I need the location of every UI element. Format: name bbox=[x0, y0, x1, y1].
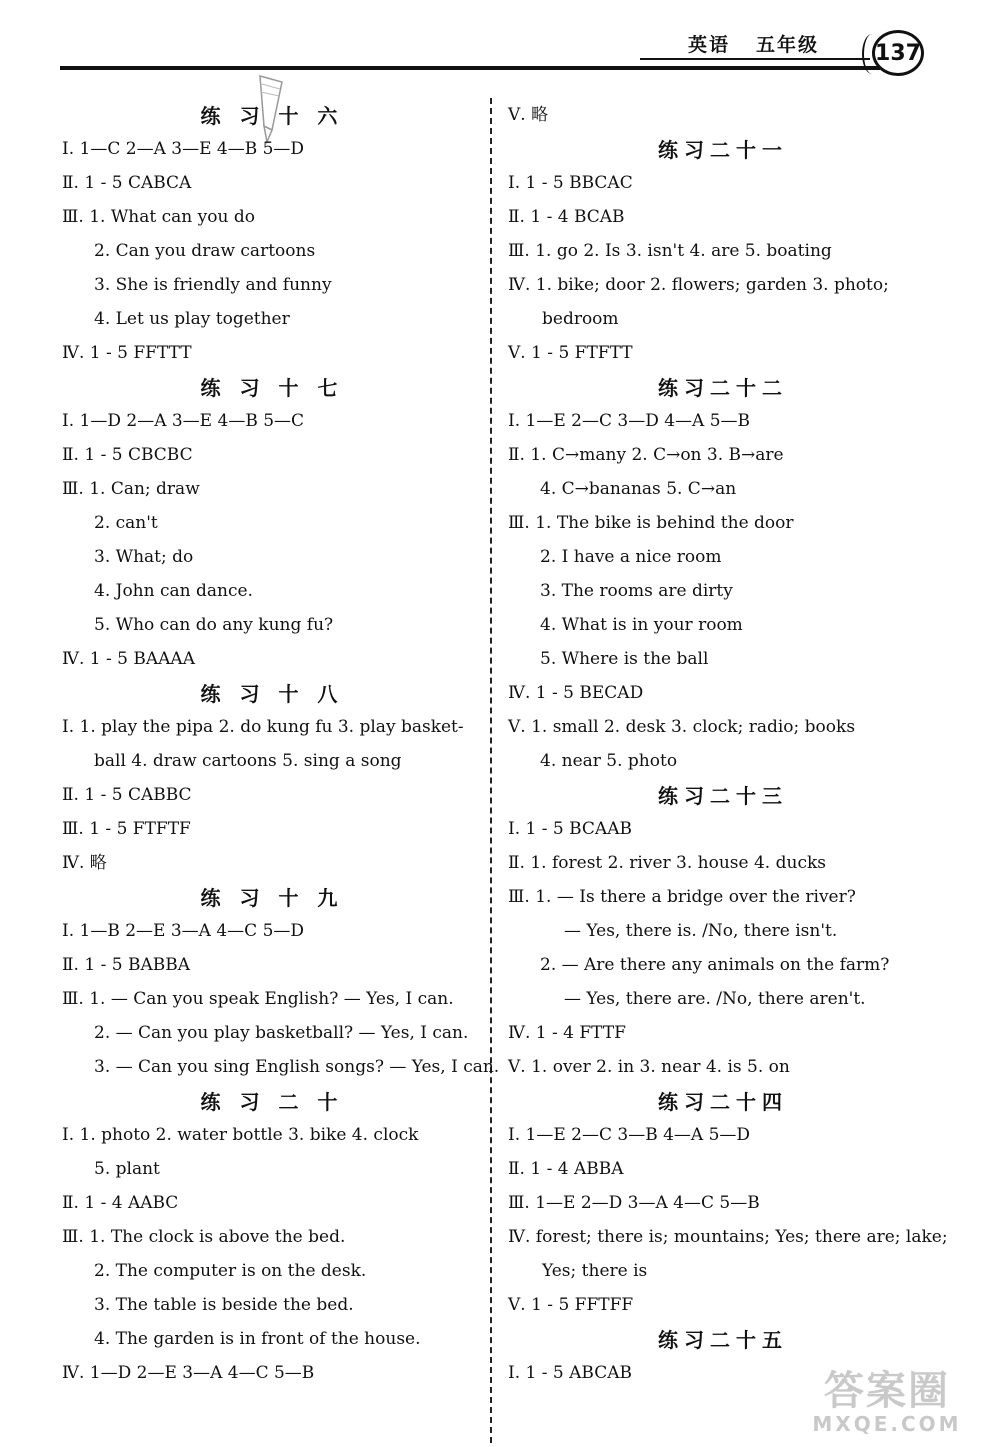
column-divider bbox=[490, 98, 492, 1443]
answer-line: Ⅲ. 1. The bike is behind the door bbox=[508, 513, 794, 533]
answer-line: Ⅴ. 略 bbox=[508, 105, 549, 125]
exercise-title: 练 习 十 九 bbox=[200, 886, 344, 910]
answer-line: Ⅱ. 1 - 4 ABBA bbox=[508, 1159, 624, 1179]
answer-line: Ⅲ. 1. — Can you speak English? — Yes, I can. bbox=[62, 989, 454, 1009]
answer-line: Ⅳ. 1 - 5 BECAD bbox=[508, 683, 644, 703]
exercise-title: 练习二十一 bbox=[658, 138, 788, 162]
right-answer-column bbox=[508, 98, 948, 1390]
answer-line: Ⅳ. 略 bbox=[62, 853, 107, 873]
page-number-badge: 137 bbox=[872, 30, 924, 76]
answer-line: Ⅲ. 1 - 5 FTFTF bbox=[62, 819, 191, 839]
exercise-title: 练 习 十 七 bbox=[200, 376, 344, 400]
answer-line: Ⅰ. 1—E 2—C 3—B 4—A 5—D bbox=[508, 1125, 751, 1145]
answer-line: 3. What; do bbox=[94, 547, 194, 567]
answer-line: Ⅲ. 1. — Is there a bridge over the river? bbox=[508, 887, 856, 907]
exercise-title: 练习二十三 bbox=[658, 784, 788, 808]
exercise-title: 练习二十四 bbox=[658, 1090, 788, 1114]
exercise-title: 练习二十二 bbox=[658, 376, 788, 400]
header-title bbox=[688, 30, 819, 57]
answer-line: 4. What is in your room bbox=[540, 615, 743, 635]
answer-line: Ⅰ. 1. play the pipa 2. do kung fu 3. play basket- bbox=[62, 717, 464, 737]
answer-line: 3. She is friendly and funny bbox=[94, 275, 332, 295]
answer-line: Ⅰ. 1 - 5 BCAAB bbox=[508, 819, 632, 839]
answer-line: Ⅴ. 1 - 5 FTFTT bbox=[508, 343, 633, 363]
answer-line: 3. — Can you sing English songs? — Yes, I can. bbox=[94, 1057, 500, 1077]
answer-line: Ⅳ. 1 - 4 FTTF bbox=[508, 1023, 626, 1043]
exercise-title: 练 习 十 八 bbox=[200, 682, 344, 706]
answer-line: Ⅴ. 1. over 2. in 3. near 4. is 5. on bbox=[508, 1057, 790, 1077]
answer-line: Ⅲ. 1. Can; draw bbox=[62, 479, 200, 499]
exercise-title: 练 习 十 六 bbox=[200, 104, 344, 128]
answer-line: Yes; there is bbox=[542, 1261, 648, 1281]
answer-line: Ⅱ. 1 - 4 BCAB bbox=[508, 207, 625, 227]
answer-line: Ⅰ. 1—C 2—A 3—E 4—B 5—D bbox=[62, 139, 305, 159]
answer-line: Ⅰ. 1 - 5 BBCAC bbox=[508, 173, 633, 193]
answer-line: Ⅱ. 1 - 4 AABC bbox=[62, 1193, 179, 1213]
answer-line: Ⅲ. 1—E 2—D 3—A 4—C 5—B bbox=[508, 1193, 760, 1213]
answer-line: 4. Let us play together bbox=[94, 309, 290, 329]
answer-line: ball 4. draw cartoons 5. sing a song bbox=[94, 751, 402, 771]
watermark-logo: 答案圈 bbox=[824, 1368, 950, 1414]
answer-line: 4. The garden is in front of the house. bbox=[94, 1329, 421, 1349]
answer-line: 4. John can dance. bbox=[94, 581, 253, 601]
answer-line: 2. — Can you play basketball? — Yes, I can. bbox=[94, 1023, 469, 1043]
answer-line: Ⅴ. 1 - 5 FFTFF bbox=[508, 1295, 634, 1315]
answer-line: Ⅲ. 1. go 2. Is 3. isn't 4. are 5. boating bbox=[508, 241, 832, 261]
answer-line: Ⅱ. 1. C→many 2. C→on 3. B→are bbox=[508, 445, 784, 465]
answer-line: Ⅰ. 1—D 2—A 3—E 4—B 5—C bbox=[62, 411, 305, 431]
header-grade: 五年级 bbox=[756, 34, 820, 56]
answer-line: Ⅳ. forest; there is; mountains; Yes; there are; lake; bbox=[508, 1227, 948, 1247]
answer-line: 4. near 5. photo bbox=[540, 751, 678, 771]
answer-line: Ⅱ. 1 - 5 CABCA bbox=[62, 173, 192, 193]
watermark-site: MXQE.COM bbox=[812, 1412, 962, 1436]
answer-line: Ⅲ. 1. The clock is above the bed. bbox=[62, 1227, 346, 1247]
answer-line: Ⅴ. 1. small 2. desk 3. clock; radio; books bbox=[508, 717, 856, 737]
answer-line: 2. The computer is on the desk. bbox=[94, 1261, 367, 1281]
answer-line: 2. Can you draw cartoons bbox=[94, 241, 316, 261]
answer-line: Ⅰ. 1—B 2—E 3—A 4—C 5—D bbox=[62, 921, 305, 941]
left-answer-column bbox=[62, 98, 500, 1390]
answer-line: Ⅰ. 1. photo 2. water bottle 3. bike 4. clock bbox=[62, 1125, 419, 1145]
answer-line: Ⅱ. 1 - 5 CABBC bbox=[62, 785, 192, 805]
answer-line: 3. The table is beside the bed. bbox=[94, 1295, 354, 1315]
answer-line: 3. The rooms are dirty bbox=[540, 581, 733, 601]
answer-line: bedroom bbox=[542, 309, 619, 329]
answer-line: Ⅳ. 1—D 2—E 3—A 4—C 5—B bbox=[62, 1363, 315, 1383]
page-header bbox=[0, 0, 1000, 80]
answer-line: Ⅳ. 1 - 5 FFTTT bbox=[62, 343, 192, 363]
answer-line: 2. can't bbox=[94, 513, 158, 533]
header-rule bbox=[60, 66, 880, 70]
answer-line: Ⅱ. 1. forest 2. river 3. house 4. ducks bbox=[508, 853, 826, 873]
exercise-title: 练 习 二 十 bbox=[200, 1090, 344, 1114]
answer-line: 5. Where is the ball bbox=[540, 649, 709, 669]
header-rule-thin bbox=[640, 58, 870, 60]
answer-line: Ⅱ. 1 - 5 BABBA bbox=[62, 955, 190, 975]
answer-line: Ⅲ. 1. What can you do bbox=[62, 207, 255, 227]
answer-line: 2. — Are there any animals on the farm? bbox=[540, 955, 890, 975]
answer-line: 5. plant bbox=[94, 1159, 160, 1179]
answer-line: Ⅱ. 1 - 5 CBCBC bbox=[62, 445, 193, 465]
answer-line: 2. I have a nice room bbox=[540, 547, 722, 567]
answer-line: 5. Who can do any kung fu? bbox=[94, 615, 334, 635]
answer-line: — Yes, there are. /No, there aren't. bbox=[564, 989, 866, 1009]
answer-line: Ⅳ. 1 - 5 BAAAA bbox=[62, 649, 195, 669]
answer-line: 4. C→bananas 5. C→an bbox=[540, 479, 737, 499]
answer-line: — Yes, there is. /No, there isn't. bbox=[564, 921, 838, 941]
answer-line: Ⅰ. 1—E 2—C 3—D 4—A 5—B bbox=[508, 411, 751, 431]
answer-line: Ⅳ. 1. bike; door 2. flowers; garden 3. photo; bbox=[508, 275, 889, 295]
header-subject: 英语 bbox=[688, 34, 731, 56]
answer-line: Ⅰ. 1 - 5 ABCAB bbox=[508, 1363, 632, 1383]
exercise-title: 练习二十五 bbox=[658, 1328, 788, 1352]
watermark bbox=[792, 1369, 982, 1439]
